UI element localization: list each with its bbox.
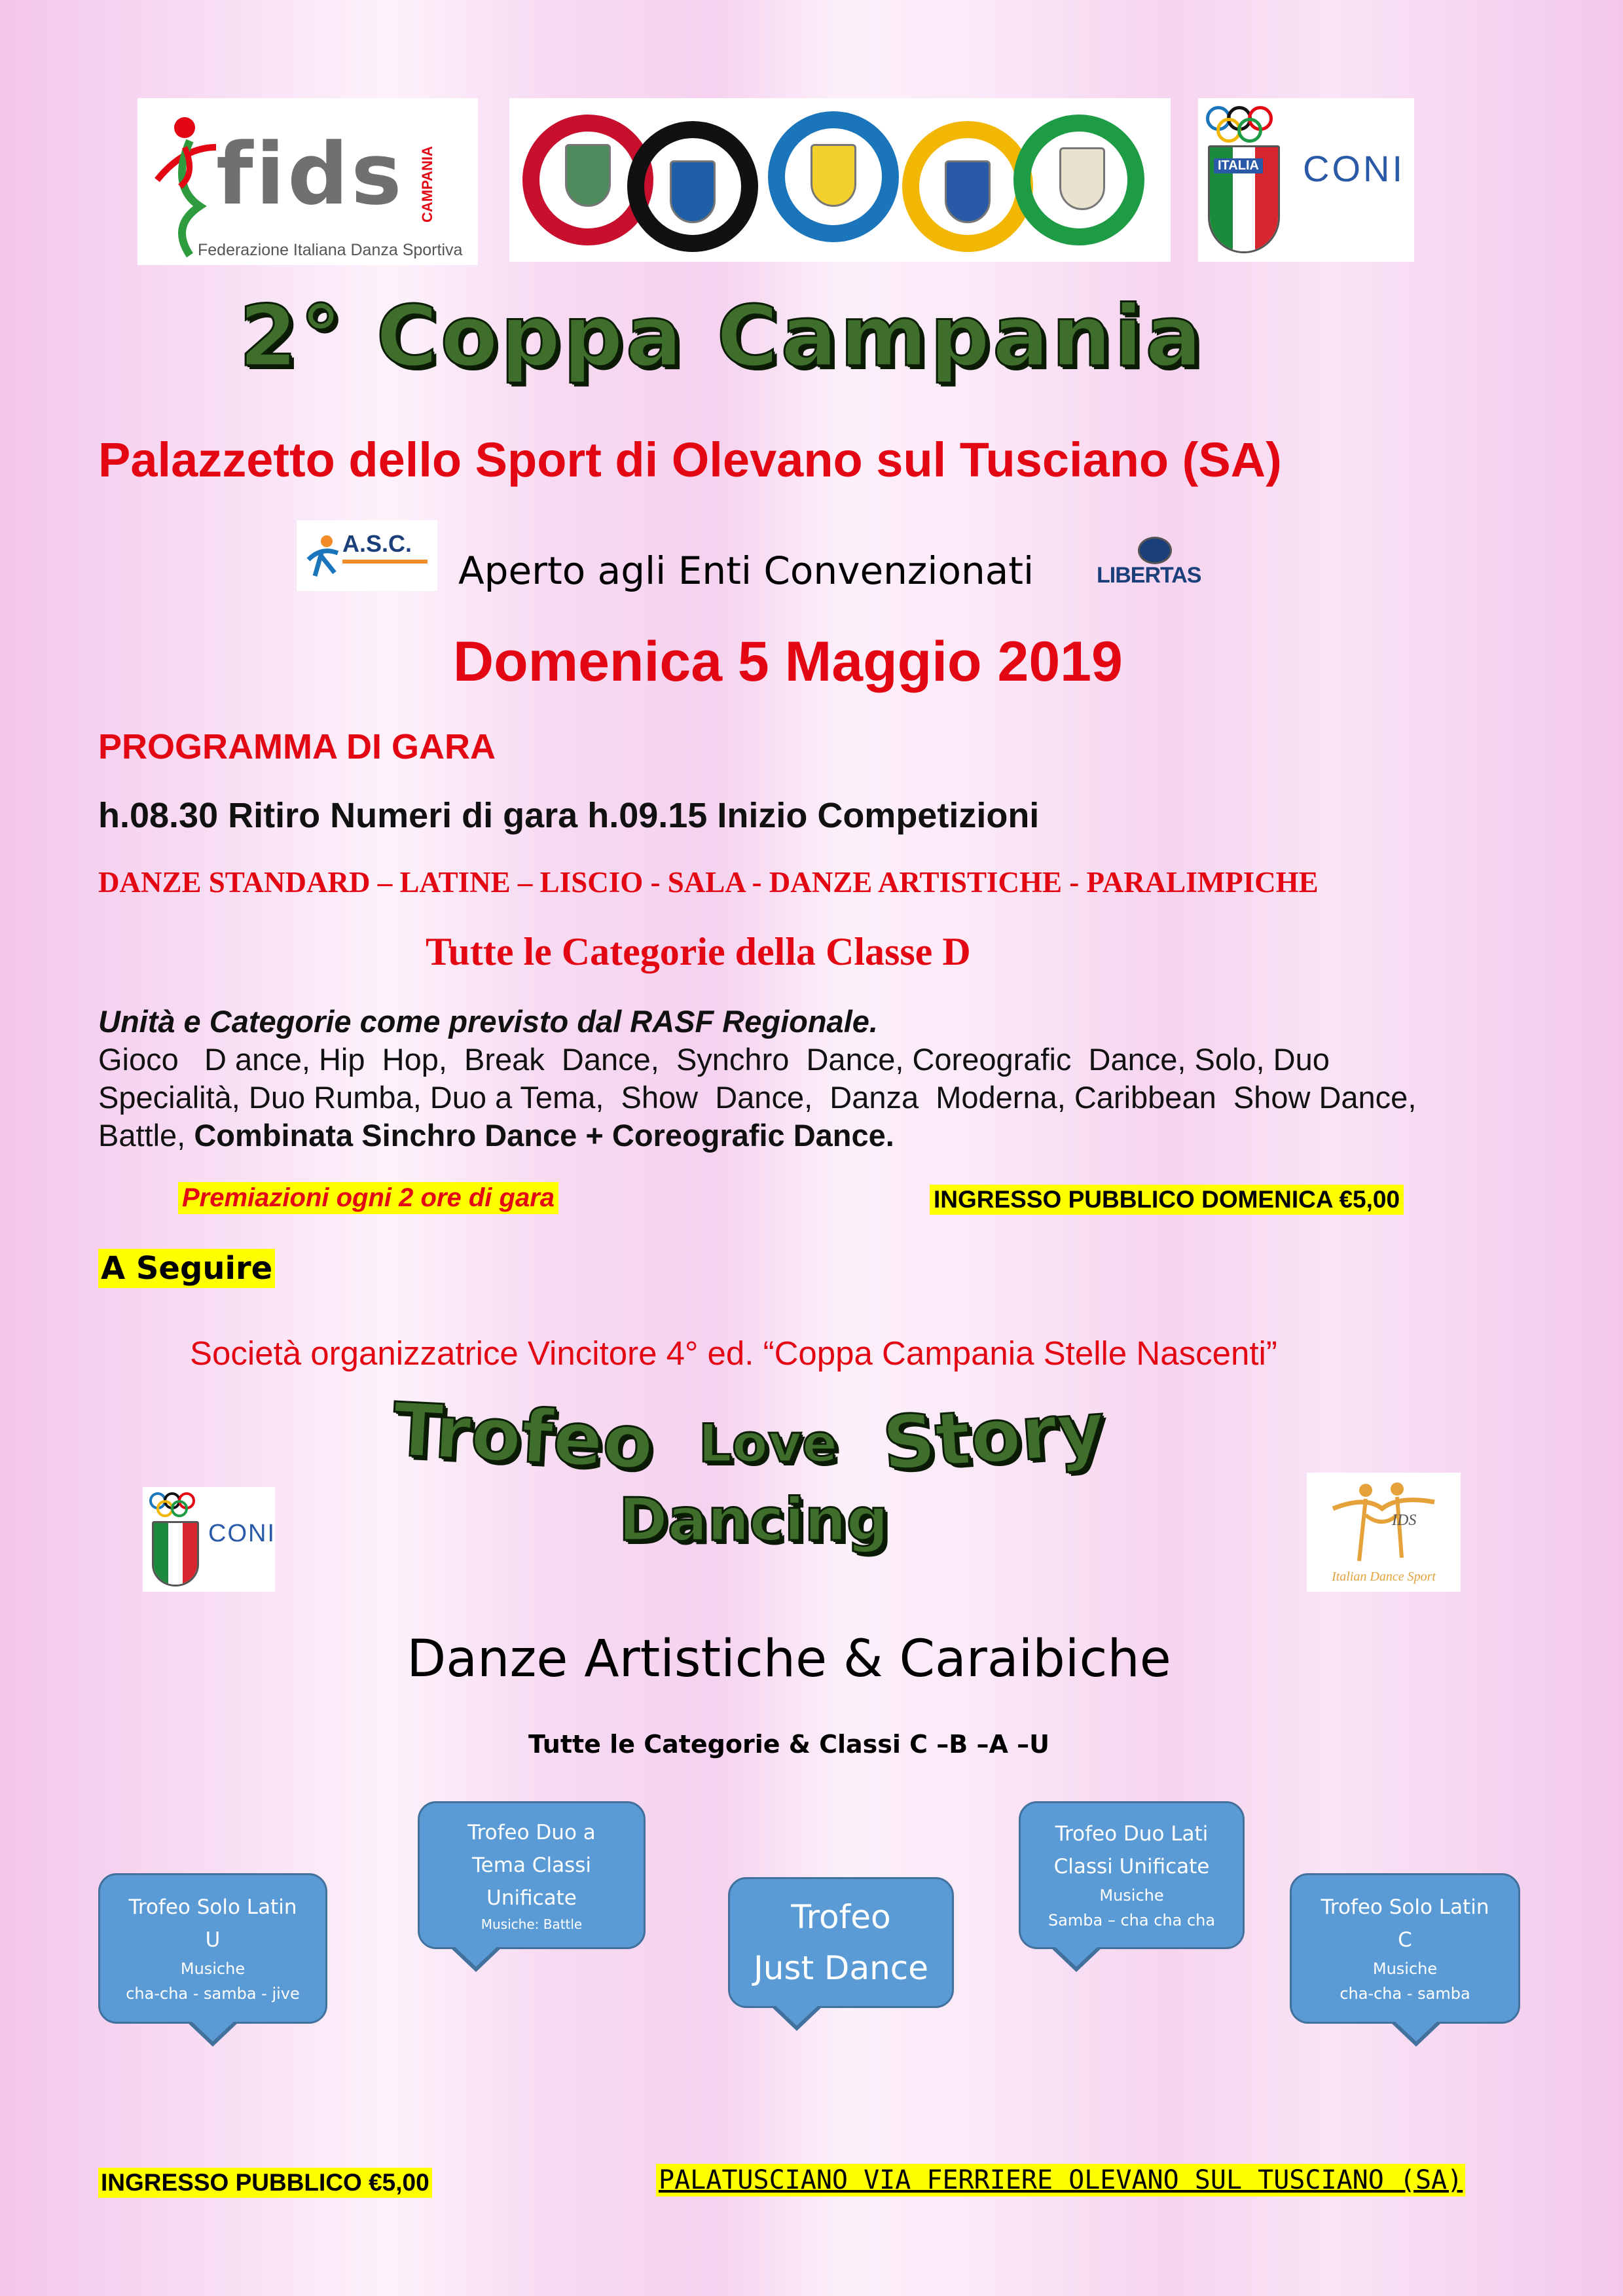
following-label: A Seguire [98, 1249, 275, 1288]
program-schedule: h.08.30 Ritiro Numeri di gara h.09.15 Inizio Competizioni [98, 796, 1040, 835]
bubble-title: Just Dance [753, 1949, 929, 1987]
program-classes: Tutte le Categorie della Classe D [426, 930, 971, 973]
bubble-class: C [1398, 1928, 1412, 1952]
bubble-music-label: Musiche [180, 1960, 246, 1978]
event-title: 2° Coppa Campania [239, 288, 1205, 386]
bubble-title: Trofeo Duo Lati [1055, 1822, 1209, 1846]
bubble-title: Trofeo Duo a [467, 1821, 596, 1844]
footer-address: PALATUSCIANO VIA FERRIERE OLEVANO SUL TUSCIANO (SA) [656, 2164, 1465, 2197]
organizer-note: Società organizzatrice Vincitore 4° ed. “Coppa Campania Stelle Nascenti” [190, 1335, 1277, 1372]
crest-icon [565, 144, 611, 207]
trophy-title-line1 [390, 1386, 1108, 1487]
fids-logo [137, 98, 478, 265]
bubble-music-label: Musiche [1372, 1960, 1438, 1978]
bubble-music: Samba – cha cha cha [1048, 1911, 1216, 1929]
units-combined: Combinata Sinchro Dance + Coreografic Dance. [194, 1118, 894, 1153]
crest-icon [811, 144, 856, 207]
venue: Palazzetto dello Sport di Olevano sul Tusciano (SA) [98, 433, 1282, 487]
units-line-3: Battle, Combinata Sinchro Dance + Coreografic Dance. [98, 1118, 894, 1153]
asc-logo [297, 520, 437, 591]
bubble-title: Classi Unificate [1053, 1855, 1210, 1878]
libertas-name: LIBERTAS [1097, 563, 1201, 588]
dancing-couple-icon [1320, 1476, 1444, 1568]
program-heading: PROGRAMMA DI GARA [98, 727, 496, 766]
bubble-music-label: Musiche [1099, 1886, 1164, 1905]
bubble-class: U [205, 1928, 221, 1952]
bubble-title: Trofeo Solo Latin [128, 1895, 297, 1919]
event-date: Domenica 5 Maggio 2019 [453, 630, 1123, 693]
bubble-duo-tema [418, 1801, 646, 1949]
coni-logo-top [1198, 98, 1414, 262]
bubble-title: Trofeo [791, 1898, 891, 1936]
coni-country: ITALIA [1214, 158, 1263, 173]
subtitle: Danze Artistiche & Caraibiche [407, 1630, 1171, 1689]
fids-region: CAMPANIA [419, 146, 435, 223]
open-to: Aperto agli Enti Convenzionati [458, 548, 1034, 593]
coni-logo-small [143, 1487, 275, 1592]
italy-shield-icon [152, 1521, 199, 1587]
coni-small-name: CONI [208, 1520, 276, 1547]
ids-logo [1307, 1473, 1461, 1592]
bubble-music: cha-cha - samba - jive [126, 1984, 300, 2003]
fids-caption: Federazione Italiana Danza Sportiva [198, 241, 463, 259]
dancer-icon [144, 101, 223, 259]
units-text [98, 1003, 1416, 1155]
ids-name: IDS [1392, 1512, 1417, 1529]
bubble-title: Unificate [486, 1886, 577, 1910]
libertas-logo [1093, 537, 1218, 589]
bubble-just-dance [728, 1877, 954, 2008]
coni-name: CONI [1303, 148, 1405, 189]
trophy-word-love: Love [698, 1413, 838, 1474]
fids-wordmark: fids [216, 124, 405, 224]
categories: Tutte le Categorie & Classi C –B –A –U [528, 1730, 1049, 1759]
trophy-word-story: Story [880, 1386, 1108, 1487]
entry-sunday: INGRESSO PUBBLICO DOMENICA €5,00 [930, 1185, 1404, 1215]
bubble-music: cha-cha - samba [1340, 1984, 1470, 2003]
units-line-2: Specialità, Duo Rumba, Duo a Tema, Show Dance, Danza Moderna, Caribbean Show Dance, [98, 1080, 1417, 1115]
footer-entry: INGRESSO PUBBLICO €5,00 [98, 2168, 432, 2198]
crest-icon [945, 160, 991, 223]
bubble-duo-latin [1019, 1801, 1245, 1949]
bubble-title: Tema Classi [472, 1854, 591, 1877]
crest-icon [1059, 147, 1105, 210]
trophy-word-trofeo: Trofeo [390, 1387, 656, 1486]
trophy-title-line2: Dancing [619, 1486, 889, 1554]
units-line-1: Gioco D ance, Hip Hop, Break Dance, Synchro Dance, Coreografic Dance, Solo, Duo [98, 1042, 1330, 1077]
awards-note: Premiazioni ogni 2 ore di gara [178, 1182, 558, 1214]
crest-icon [670, 160, 716, 223]
bubble-solo-latin-u [98, 1873, 327, 2024]
ids-caption: Italian Dance Sport [1332, 1570, 1436, 1584]
asc-name: A.S.C. [342, 530, 412, 557]
bubble-music: Musiche: Battle [481, 1916, 583, 1932]
runner-icon [302, 533, 341, 579]
provinces-rings-logo [509, 98, 1171, 262]
program-disciplines: DANZE STANDARD – LATINE – LISCIO - SALA - DANZE ARTISTICHE - PARALIMPICHE [98, 866, 1319, 899]
bubble-title: Trofeo Solo Latin [1321, 1895, 1489, 1919]
bubble-solo-latin-c [1290, 1873, 1520, 2024]
units-heading: Unità e Categorie come previsto dal RASF Regionale. [98, 1004, 878, 1039]
